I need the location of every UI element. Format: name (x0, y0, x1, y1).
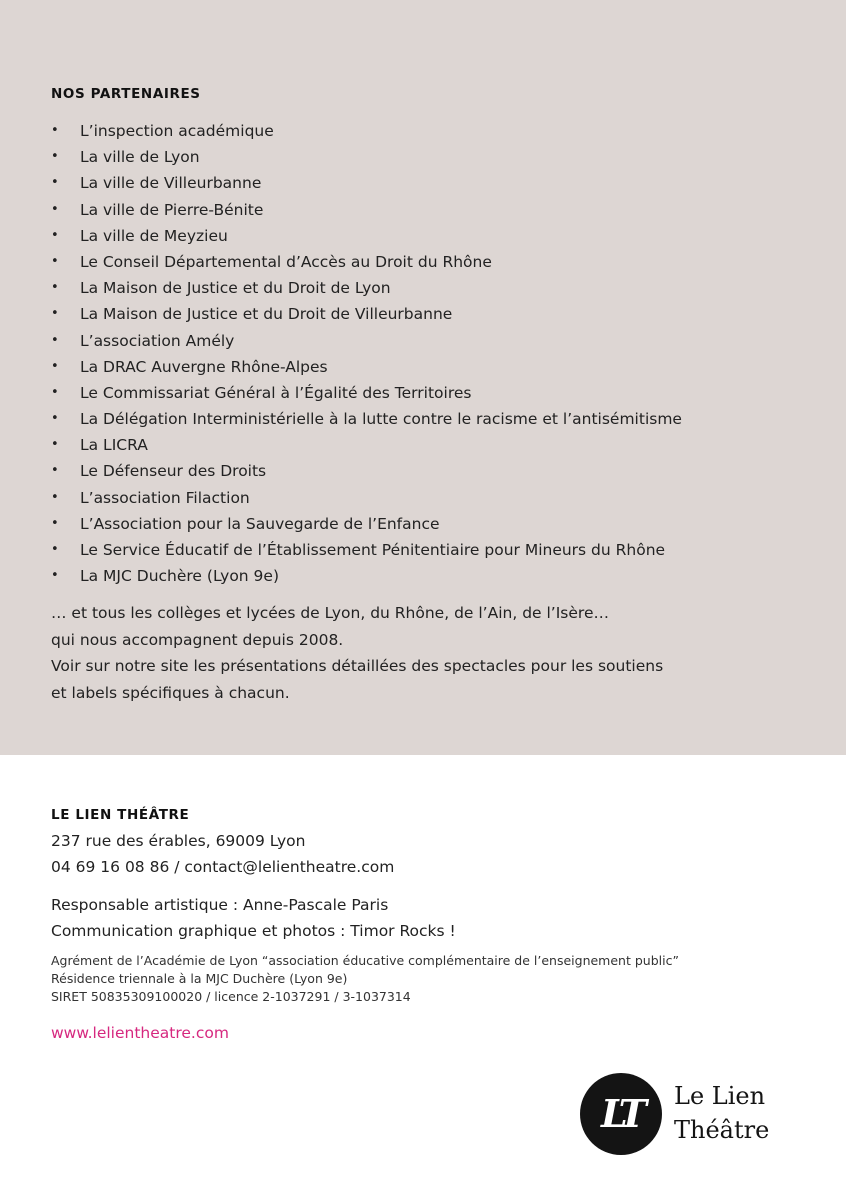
logo-line: Le Lien (674, 1082, 766, 1110)
list-item: • Le Commissariat Général à l’Égalité des Territoires (51, 380, 682, 406)
list-item: • La ville de Villeurbanne (51, 170, 682, 196)
list-item: • L’association Amély (51, 328, 682, 354)
outro-line: qui nous accompagnent depuis 2008. (51, 630, 344, 649)
list-item: • La ville de Lyon (51, 144, 682, 170)
phone-email: 04 69 16 08 86 / contact@lelientheatre.com (51, 858, 395, 876)
list-item: • La ville de Pierre-Bénite (51, 197, 682, 223)
list-item: • La ville de Meyzieu (51, 223, 682, 249)
list-item: • La DRAC Auvergne Rhône-Alpes (51, 354, 682, 380)
legal-line: SIRET 50835309100020 / licence 2-1037291 / 3-1037314 (51, 989, 411, 1004)
legal-block (51, 952, 679, 1006)
credits-block (51, 892, 456, 944)
list-item: • L’association Filaction (51, 485, 682, 511)
logo-line: Théâtre (674, 1116, 770, 1144)
graphic-credits: Communication graphique et photos : Timor Rocks ! (51, 922, 456, 940)
list-item: • La MJC Duchère (Lyon 9e) (51, 563, 682, 589)
logo (580, 1073, 780, 1157)
artistic-director: Responsable artistique : Anne-Pascale Paris (51, 896, 389, 914)
outro-line: … et tous les collèges et lycées de Lyon, du Rhône, de l’Ain, de l’Isère… (51, 604, 609, 622)
outro-line: et labels spécifiques à chacun. (51, 683, 290, 702)
list-item: • L’Association pour la Sauvegarde de l’Enfance (51, 511, 682, 537)
list-item: • Le Défenseur des Droits (51, 458, 682, 484)
partners-outro (51, 600, 663, 706)
legal-line: Agrément de l’Académie de Lyon “association éducative complémentaire de l’enseignement public” (51, 953, 679, 968)
organization-name: LE LIEN THÉÂTRE (51, 807, 190, 823)
list-item: • La Délégation Interministérielle à la lutte contre le racisme et l’antisémitisme (51, 406, 682, 432)
list-item: • La Maison de Justice et du Droit de Lyon (51, 275, 682, 301)
list-item: • Le Service Éducatif de l’Établissement Pénitentiaire pour Mineurs du Rhône (51, 537, 682, 563)
outro-line: Voir sur notre site les présentations détaillées des spectacles pour les soutiens (51, 657, 664, 675)
list-item: • L’inspection académique (51, 118, 682, 144)
list-item: • Le Conseil Départemental d’Accès au Droit du Rhône (51, 249, 682, 275)
list-item: • La Maison de Justice et du Droit de Villeurbanne (51, 301, 682, 327)
partners-title: NOS PARTENAIRES (51, 86, 201, 102)
website-link[interactable]: www.lelientheatre.com (51, 1024, 229, 1042)
logo-wordmark (674, 1079, 769, 1147)
legal-line: Résidence triennale à la MJC Duchère (Lyon 9e) (51, 971, 348, 986)
logo-monogram: LT (601, 1091, 641, 1136)
list-item: • La LICRA (51, 432, 682, 458)
address: 237 rue des érables, 69009 Lyon (51, 832, 306, 850)
contact-block (51, 828, 394, 880)
partners-list (51, 118, 682, 589)
